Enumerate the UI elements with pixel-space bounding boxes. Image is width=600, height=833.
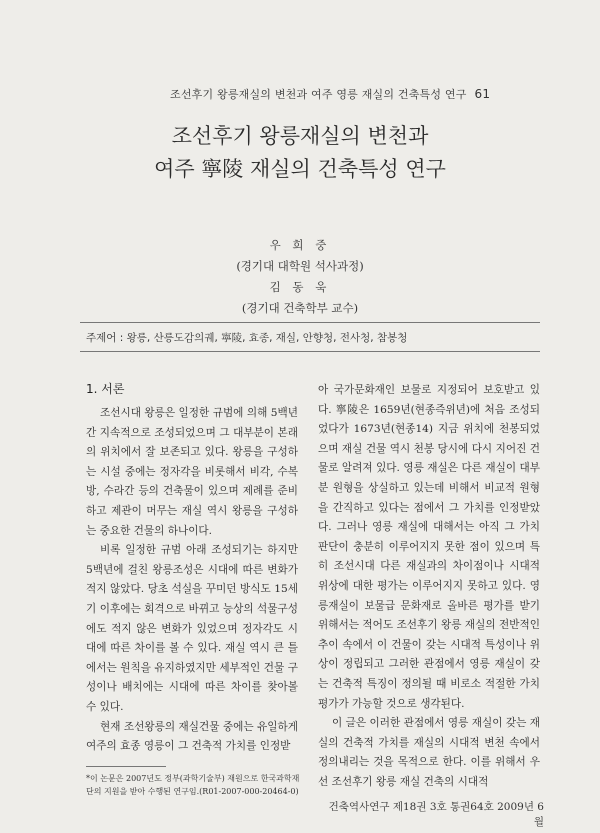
section-heading: 1. 서론 (86, 382, 125, 396)
title-line-2: 여주 寧陵 재실의 건축특성 연구 (154, 157, 446, 181)
footnote: *이 논문은 2007년도 정부(과학기술부) 재원으로 한국과학재단의 지원을 받아 수행된 연구임.(R01-2007-000-20464-0) (86, 774, 300, 796)
author-name-2: 김 동 욱 (269, 280, 331, 294)
author-name-1: 우 희 중 (269, 238, 331, 252)
paragraph: 조선시대 왕릉은 일정한 규범에 의해 5백년 간 지속적으로 조성되었으며 그 대부분이 본래의 위치에서 잘 보존되고 있다. 왕릉을 구성하는 시설 중에는 정자각을 비롯해서 비각, 수복방, 수라간 등의 건축물이 있으며 제례를 준비하고 제관이 머무는 재실 역시 왕릉을 구성하는 중요한 건물의 하나이다. (86, 407, 298, 537)
paragraph: 이 글은 이러한 관점에서 영릉 재실이 갖는 재실의 건축적 가치를 재실의 시대적 변천 속에서 정의내리는 것을 목적으로 한다. 이를 위해서 우선 조선후기 왕릉 재실 건축의 시대적 (318, 717, 540, 788)
journal-footer: 건축역사연구 제18권 3호 통권64호 2009년 6월 (328, 801, 544, 828)
paragraph: 현재 조선왕릉의 재실건물 중에는 유일하게 여주의 효종 영릉이 그 건축적 가치를 인정받 (86, 720, 298, 753)
footnote-divider (86, 766, 166, 767)
paper-title (0, 120, 600, 186)
paragraph: 아 국가문화재인 보물로 지정되어 보호받고 있다. 寧陵은 1659년(현종즉위년)에 처음 조성되었다가 1673년(현종14) 지금 위치에 천봉되었으며 재실 건물 역시 천봉 당시에 다시 지어진 건물로 알려져 있다. 영릉 재실은 다른 재실이 대부분 원형을 상실하고 있는데 비해서 비교적 원형을 간직하고 있다는 점에서 그 가치를 인정받았다. 그러나 영릉 재실에 대해서는 아직 그 가치 판단이 충분히 이루어지지 못한 점이 있으며 특히 조선시대 다른 재실과의 차이점이나 시대적 위상에 대한 평가는 이루어지지 못하고 있다. 영릉재실이 보물급 문화재로 올바른 평가를 받기 위해서는 적어도 조선후기 왕릉 재실의 전반적인 추이 속에서 이 건물이 갖는 시대적 특성이나 위상이 정립되고 그러한 관점에서 영릉 재실이 갖는 건축적 특징이 정의될 때 비로소 적절한 가치 평가가 가능할 것으로 생각된다. (318, 384, 540, 710)
author-affiliation-2: (경기대 건축학부 교수) (241, 301, 359, 315)
author-affiliation-1: (경기대 대학원 석사과정) (236, 259, 364, 273)
left-column (86, 404, 298, 757)
author-block (0, 235, 600, 319)
paragraph: 비록 일정한 규범 아래 조성되기는 하지만 5백년에 걸친 왕릉조성은 시대에 따른 변화가 적지 않았다. 당초 석실을 꾸미던 방식도 15세기 이후에는 회격으로 바뀌고 능상의 석물구성에도 적지 않은 변화가 있었으며 정자각도 시대에 따른 차이를 볼 수 있다. 재실 역시 큰 틀에서는 원칙을 유지하였지만 세부적인 건물 구성이나 배치에는 시대에 따른 차이를 찾아볼 수 있다. (86, 544, 298, 713)
page-number: 61 (474, 87, 491, 101)
running-title: 조선후기 왕릉재실의 변천과 여주 영릉 재실의 건축특성 연구 (170, 88, 467, 101)
right-column (318, 381, 540, 792)
keywords-line: 주제어 : 왕릉, 산릉도감의궤, 寧陵, 효종, 재실, 안향청, 전사청, 참봉청 (80, 322, 540, 352)
running-header (170, 86, 530, 102)
title-line-1: 조선후기 왕릉재실의 변천과 (171, 124, 429, 148)
